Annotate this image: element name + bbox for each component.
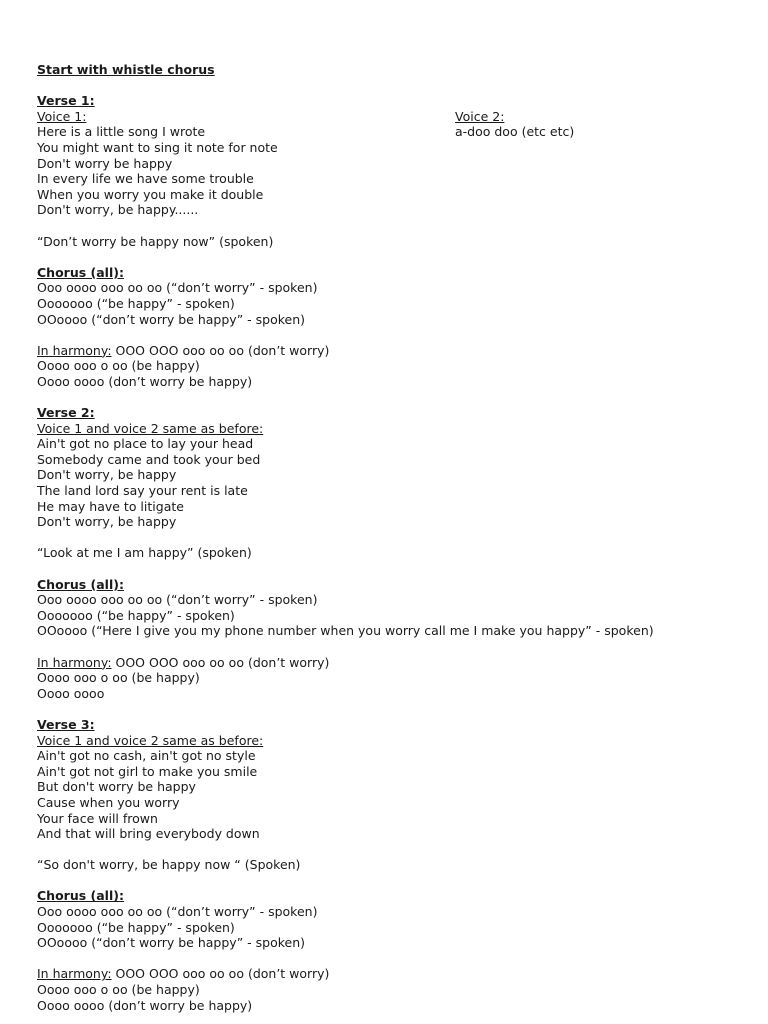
harmony-label: In harmony: xyxy=(37,966,112,982)
chorus1-line: Ooooooo (“be happy” - spoken) xyxy=(37,295,235,311)
chorus2-line: Ooo oooo ooo oo oo (“don’t worry” - spoken) xyxy=(37,592,318,608)
verse3-heading: Verse 3: xyxy=(37,716,95,732)
verse3-spoken: “So don't worry, be happy now “ (Spoken) xyxy=(37,857,301,873)
verse3-line: But don't worry be happy xyxy=(37,779,196,795)
verse2-line: Don't worry, be happy xyxy=(37,467,177,483)
spacer xyxy=(37,327,737,343)
verse3-note: Voice 1 and voice 2 same as before: xyxy=(37,732,264,748)
verse1-voice2-label: Voice 2: xyxy=(455,108,505,124)
spacer xyxy=(37,530,737,546)
chorus1-harmony-line: Oooo oooo (don’t worry be happy) xyxy=(37,373,253,389)
verse3-line: Ain't got no cash, ain't got no style xyxy=(37,748,256,764)
verse3-line: Cause when you worry xyxy=(37,794,180,810)
chorus3-harmony-line: Oooo ooo o oo (be happy) xyxy=(37,982,200,998)
spacer xyxy=(37,218,737,234)
spacer xyxy=(37,249,737,265)
chorus3-heading: Chorus (all): xyxy=(37,888,124,904)
harmony-label: In harmony: xyxy=(37,654,112,670)
verse1-spoken: “Don’t worry be happy now” (spoken) xyxy=(37,233,274,249)
verse2-heading: Verse 2: xyxy=(37,405,95,421)
verse2-line: Ain't got no place to lay your head xyxy=(37,436,254,452)
harmony-text: OOO OOO ooo oo oo (don’t worry) xyxy=(111,966,330,982)
verse2-line: Somebody came and took your bed xyxy=(37,451,261,467)
spacer xyxy=(37,842,737,858)
verse1-line-row xyxy=(37,124,737,140)
verse1-voice2-line: a-doo doo (etc etc) xyxy=(455,124,575,140)
chorus3-line: Ooooooo (“be happy” - spoken) xyxy=(37,919,235,935)
verse2-line: The land lord say your rent is late xyxy=(37,483,248,499)
chorus1-harmony-line xyxy=(37,343,737,359)
verse1-line: When you worry you make it double xyxy=(37,186,264,202)
chorus3-harmony-line: Oooo oooo (don’t worry be happy) xyxy=(37,997,253,1013)
verse2-spoken: “Look at me I am happy” (spoken) xyxy=(37,545,252,561)
chorus2-harmony-line xyxy=(37,655,737,671)
verse1-line: You might want to sing it note for note xyxy=(37,139,278,155)
verse3-line: Ain't got not girl to make you smile xyxy=(37,763,258,779)
verse1-line: In every life we have some trouble xyxy=(37,171,254,187)
spacer xyxy=(37,78,737,94)
chorus2-heading: Chorus (all): xyxy=(37,576,124,592)
chorus2-harmony-line: Oooo oooo xyxy=(37,685,105,701)
document-title: Start with whistle chorus xyxy=(37,62,215,77)
verse1-line: Don't worry, be happy...... xyxy=(37,202,199,218)
harmony-text: OOO OOO ooo oo oo (don’t worry) xyxy=(111,342,330,358)
verse1-line: Here is a little song I wrote xyxy=(37,124,206,140)
verse3-line: Your face will frown xyxy=(37,810,158,826)
spacer xyxy=(37,561,737,577)
verse2-line: He may have to litigate xyxy=(37,498,184,514)
chorus1-harmony-line: Oooo ooo o oo (be happy) xyxy=(37,358,200,374)
chorus1-heading: Chorus (all): xyxy=(37,264,124,280)
chorus3-line: OOoooo (“don’t worry be happy” - spoken) xyxy=(37,935,306,951)
verse1-voice1-label: Voice 1: xyxy=(37,108,87,124)
chorus2-harmony-line: Oooo ooo o oo (be happy) xyxy=(37,670,200,686)
harmony-text: OOO OOO ooo oo oo (don’t worry) xyxy=(111,654,330,670)
chorus1-line: OOoooo (“don’t worry be happy” - spoken) xyxy=(37,311,306,327)
chorus3-line: Ooo oooo ooo oo oo (“don’t worry” - spoken) xyxy=(37,904,318,920)
chorus2-line: Ooooooo (“be happy” - spoken) xyxy=(37,607,235,623)
spacer xyxy=(37,389,737,405)
verse1-line: Don't worry be happy xyxy=(37,155,173,171)
harmony-label: In harmony: xyxy=(37,342,112,358)
spacer xyxy=(37,951,737,967)
verse1-voice-labels xyxy=(37,109,737,125)
verse1-heading: Verse 1: xyxy=(37,93,95,109)
spacer xyxy=(37,701,737,717)
chorus1-line: Ooo oooo ooo oo oo (“don’t worry” - spoken) xyxy=(37,280,318,296)
chorus3-harmony-line xyxy=(37,966,737,982)
spacer xyxy=(37,873,737,889)
verse3-line: And that will bring everybody down xyxy=(37,826,260,842)
chorus2-line: OOoooo (“Here I give you my phone number when you worry call me I make you happy” - spoken) xyxy=(37,623,654,639)
spacer xyxy=(37,639,737,655)
verse2-line: Don't worry, be happy xyxy=(37,514,177,530)
lyrics-document xyxy=(37,62,737,1013)
verse2-note: Voice 1 and voice 2 same as before: xyxy=(37,420,264,436)
